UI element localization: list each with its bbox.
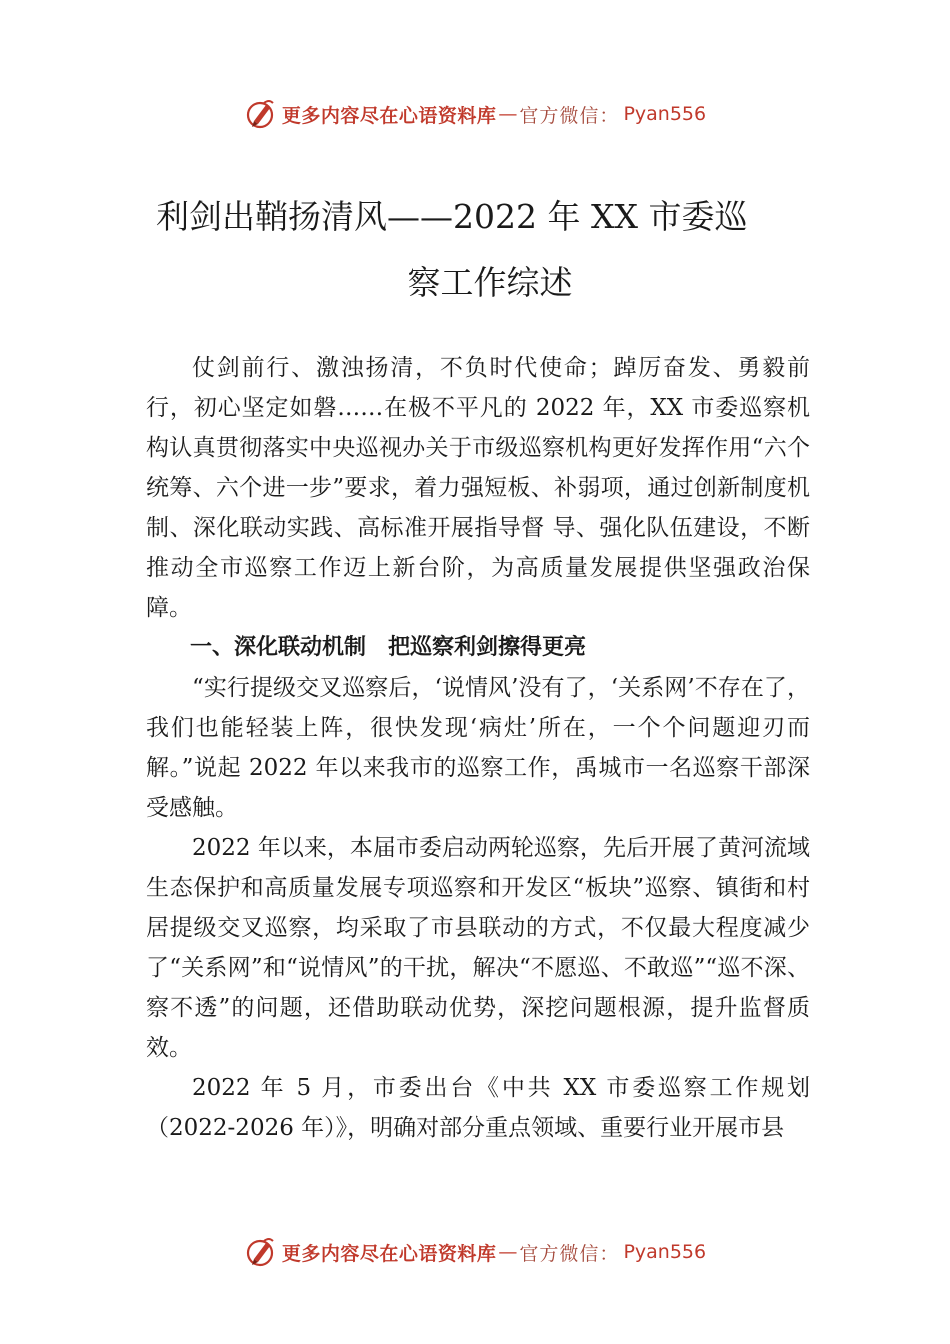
paragraph-intro: 仗剑前行、激浊扬清，不负时代使命；踔厉奋发、勇毅前行，初心坚定如磐……在极不平凡的 2022 年，XX 市委巡察机构认真贯彻落实中央巡视办关于市级巡察机构更好发挥作用“六个统筹、六个进一步”要求，着力强短板、补弱项，通过创新制度机制、深化联动实践、高标准开展指导督 导、强化队伍建设，不断推动全市巡察工作迈上新台阶，为高质量发展提供坚强政治保障。: [146, 355, 810, 621]
document-body: [146, 348, 810, 1148]
footer-banner: [0, 1232, 950, 1272]
paragraph-quote: “实行提级交叉巡察后，‘说情风’没有了，‘关系网’不存在了，我们也能轻装上阵，很快发现‘病灶’所在，一个个问题迎刃而解。”说起 2022 年以来我市的巡察工作，禹城市一名巡察干部深受感触。: [146, 675, 810, 821]
document-title-line-1: 利剑出鞘扬清风——2022 年 XX 市委巡: [156, 197, 748, 236]
banner-dash: —: [498, 1241, 518, 1263]
banner-main-text: 更多内容尽在心语资料库: [281, 104, 497, 127]
section-heading-1: 一、深化联动机制 把巡察利剑擦得更亮: [190, 635, 587, 660]
banner-label: 官方微信：: [519, 104, 620, 127]
banner-account: Pyan556: [623, 103, 707, 125]
banner-account: Pyan556: [623, 1241, 707, 1263]
header-banner: [0, 94, 950, 134]
banner-dash: —: [498, 103, 518, 125]
paragraph-inspection-rounds: 2022 年以来，本届市委启动两轮巡察，先后开展了黄河流域生态保护和高质量发展专项巡察和开发区“板块”巡察、镇街和村居提级交叉巡察，均采取了市县联动的方式，不仅最大程度减少了“关系网”和“说情风”的干扰，解决“不愿巡、不敢巡”“巡不深、察不透”的问题，还借助联动优势，深挖问题根源，提升监督质效。: [146, 835, 810, 1061]
paragraph-plan: 2022 年 5 月，市委出台《中共 XX 市委巡察工作规划（2022-2026 年）》，明确对部分重点领域、重要行业开展市县: [146, 1075, 810, 1141]
document-title-line-2: 察工作综述: [407, 263, 573, 302]
banner-label: 官方微信：: [519, 1242, 620, 1265]
pen-logo-icon: [244, 97, 278, 131]
banner-main-text: 更多内容尽在心语资料库: [281, 1242, 497, 1265]
pen-logo-icon: [244, 1235, 278, 1269]
